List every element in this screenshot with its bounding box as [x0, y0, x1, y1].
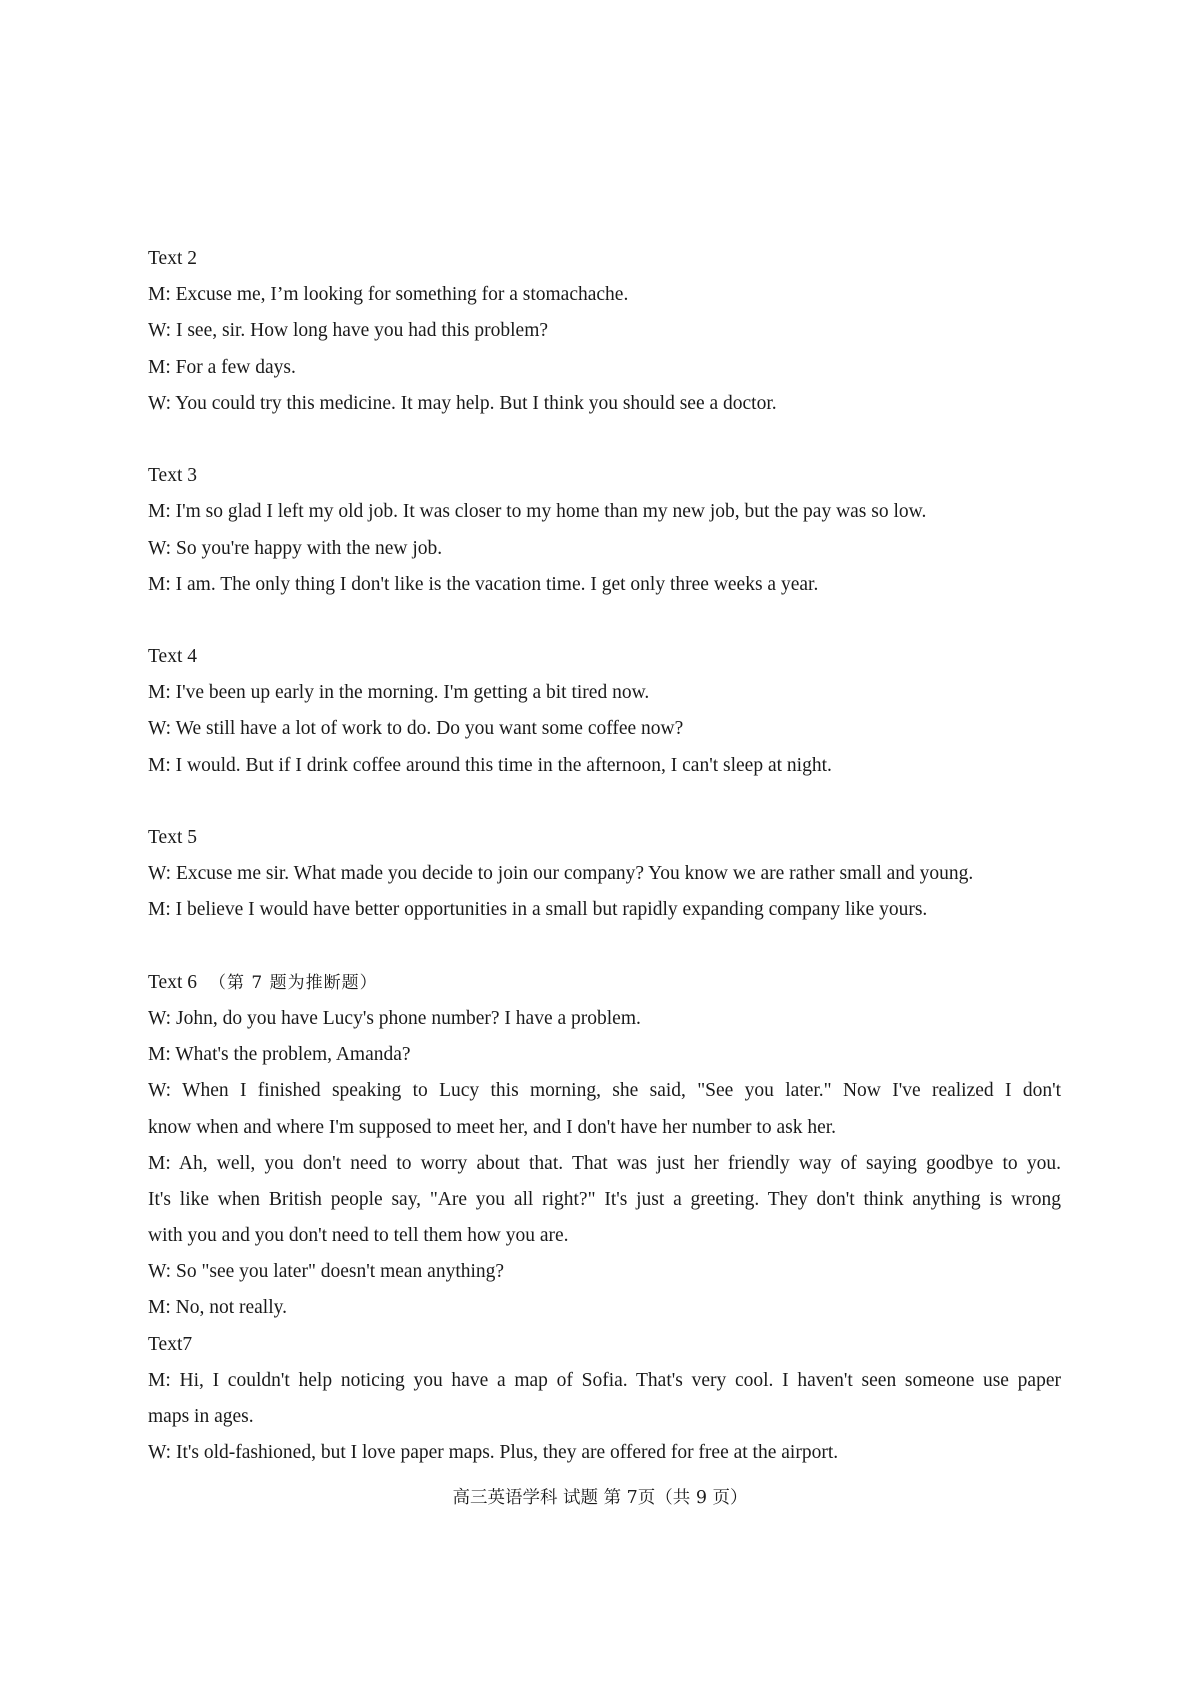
- dialogue-line: M: Hi, I couldn't help noticing you have a map of Sofia. That's very cool. I haven't seen someone use paper: [148, 1369, 1061, 1391]
- dialogue-line: M: Excuse me, I’m looking for something for a stomachache.: [148, 284, 629, 306]
- dialogue-line: M: For a few days.: [148, 356, 296, 378]
- section-heading-text-7: Text7: [148, 1333, 193, 1355]
- dialogue-line: maps in ages.: [148, 1406, 254, 1427]
- dialogue-line: W: I see, sir. How long have you had this problem?: [148, 320, 549, 342]
- section-spacer: [148, 784, 1061, 820]
- dialogue-line: W: It's old-fashioned, but I love paper maps. Plus, they are offered for free at the airport.: [148, 1442, 839, 1464]
- dialogue-line: M: No, not really.: [148, 1297, 288, 1319]
- section-heading-note: （第 7 题为推断题）: [209, 972, 378, 993]
- section-heading-text-4: Text 4: [148, 646, 197, 668]
- dialogue-line: M: I believe I would have better opportunities in a small but rapidly expanding company like yours.: [148, 899, 928, 921]
- section-spacer: [148, 422, 1061, 458]
- section-heading-text-3: Text 3: [148, 465, 197, 487]
- dialogue-line: M: I would. But if I drink coffee around this time in the afternoon, I can't sleep at night.: [148, 754, 832, 776]
- dialogue-line: M: Ah, well, you don't need to worry about that. That was just her friendly way of saying goodbye to you.: [148, 1152, 1061, 1174]
- page-footer: 高三英语学科 试题 第 7页（共 9 页）: [452, 1488, 748, 1508]
- dialogue-line: W: You could try this medicine. It may help. But I think you should see a doctor.: [148, 392, 777, 414]
- transcript-body: [148, 241, 1061, 1471]
- dialogue-line: M: I'm so glad I left my old job. It was closer to my home than my new job, but the pay was so low.: [148, 501, 927, 523]
- dialogue-line: W: When I finished speaking to Lucy this morning, she said, "See you later." Now I've realized I don't: [148, 1080, 1061, 1102]
- dialogue-line: M: I've been up early in the morning. I'm getting a bit tired now.: [148, 682, 650, 704]
- section-heading-text-5: Text 5: [148, 827, 197, 848]
- section-heading-label: Text 6: [148, 971, 197, 993]
- dialogue-line: with you and you don't need to tell them how you are.: [148, 1225, 569, 1247]
- dialogue-line: W: We still have a lot of work to do. Do you want some coffee now?: [148, 718, 684, 740]
- dialogue-line: W: Excuse me sir. What made you decide to join our company? You know we are rather small and young.: [148, 863, 974, 885]
- dialogue-line: W: So you're happy with the new job.: [148, 537, 443, 559]
- dialogue-line: know when and where I'm supposed to meet her, and I don't have her number to ask her.: [148, 1116, 837, 1138]
- dialogue-line: W: So "see you later" doesn't mean anything?: [148, 1261, 505, 1283]
- section-heading-text-2: Text 2: [148, 248, 197, 269]
- dialogue-line: M: I am. The only thing I don't like is the vacation time. I get only three weeks a year.: [148, 573, 819, 595]
- dialogue-line: W: John, do you have Lucy's phone number? I have a problem.: [148, 1007, 641, 1029]
- dialogue-line: It's like when British people say, "Are you all right?" It's just a greeting. They don't think anything is wrong: [148, 1188, 1061, 1210]
- dialogue-line: M: What's the problem, Amanda?: [148, 1044, 411, 1066]
- section-heading-text-6: [148, 965, 1061, 1001]
- section-spacer: [148, 929, 1061, 965]
- section-spacer: [148, 603, 1061, 639]
